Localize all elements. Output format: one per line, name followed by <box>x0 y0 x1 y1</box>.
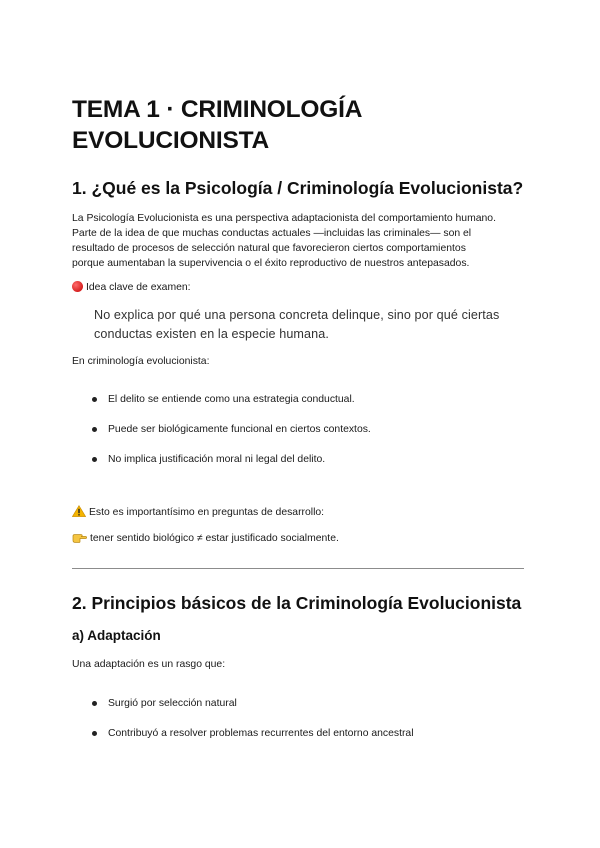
red-circle-icon <box>72 281 83 292</box>
list-item-text: Contribuyó a resolver problemas recurrentes del entorno ancestral <box>108 727 414 739</box>
bullet-dot <box>92 397 97 402</box>
intro-line-1: La Psicología Evolucionista es una perspectiva adaptacionista del comportamiento humano. <box>72 213 496 224</box>
warning-note <box>72 505 532 520</box>
pointer-note <box>72 531 532 546</box>
key-idea-quote <box>94 306 524 344</box>
intro-line-4: porque aumentaban la supervivencia o el éxito reproductivo de nuestros antepasados. <box>72 258 470 269</box>
list-item-text: No implica justificación moral ni legal del delito. <box>108 453 326 465</box>
pointing-hand-icon <box>72 532 87 543</box>
section-1-heading: 1. ¿Qué es la Psicología / Criminología Evolucionista? <box>72 178 524 198</box>
list-item <box>72 451 325 467</box>
list-item-text: Surgió por selección natural <box>108 697 237 709</box>
adaptation-intro: Una adaptación es un rasgo que: <box>72 659 226 670</box>
list-item-text: Puede ser biológicamente funcional en ciertos contextos. <box>108 423 371 435</box>
title-line-1: TEMA 1 · CRIMINOLOGÍA <box>72 96 363 123</box>
list-item <box>72 725 414 741</box>
key-idea-text: Idea clave de examen: <box>86 282 191 293</box>
bullet-dot <box>92 457 97 462</box>
section-2-heading: 2. Principios básicos de la Criminología Evolucionista <box>72 593 522 613</box>
subsection-heading: a) Adaptación <box>72 628 161 643</box>
intro-line-2: Parte de la idea de que muchas conductas actuales —incluidas las criminales— son el <box>72 228 472 239</box>
bullet-dot <box>92 701 97 706</box>
quote-line-1: No explica por qué una persona concreta delinque, sino por qué ciertas <box>94 308 500 322</box>
warning-icon <box>72 505 86 517</box>
title-line-2: EVOLUCIONISTA <box>72 127 270 154</box>
list-item <box>72 695 237 711</box>
key-idea-label <box>72 280 532 295</box>
warning-text: Esto es importantísimo en preguntas de desarrollo: <box>89 507 325 518</box>
page-title <box>72 94 532 156</box>
list-item <box>72 421 371 437</box>
list-item-text: El delito se entiende como una estrategia conductual. <box>108 393 355 405</box>
list-intro: En criminología evolucionista: <box>72 356 210 367</box>
quote-line-2: conductas existen en la especie humana. <box>94 327 329 341</box>
section-divider <box>72 568 524 569</box>
section-1-intro-paragraph <box>72 211 532 271</box>
bullet-dot <box>92 731 97 736</box>
pointer-text: tener sentido biológico ≠ estar justificado socialmente. <box>90 533 339 544</box>
bullet-dot <box>92 427 97 432</box>
list-item <box>72 391 355 407</box>
intro-line-3: resultado de procesos de selección natural que favorecieron ciertos comportamientos <box>72 243 466 254</box>
